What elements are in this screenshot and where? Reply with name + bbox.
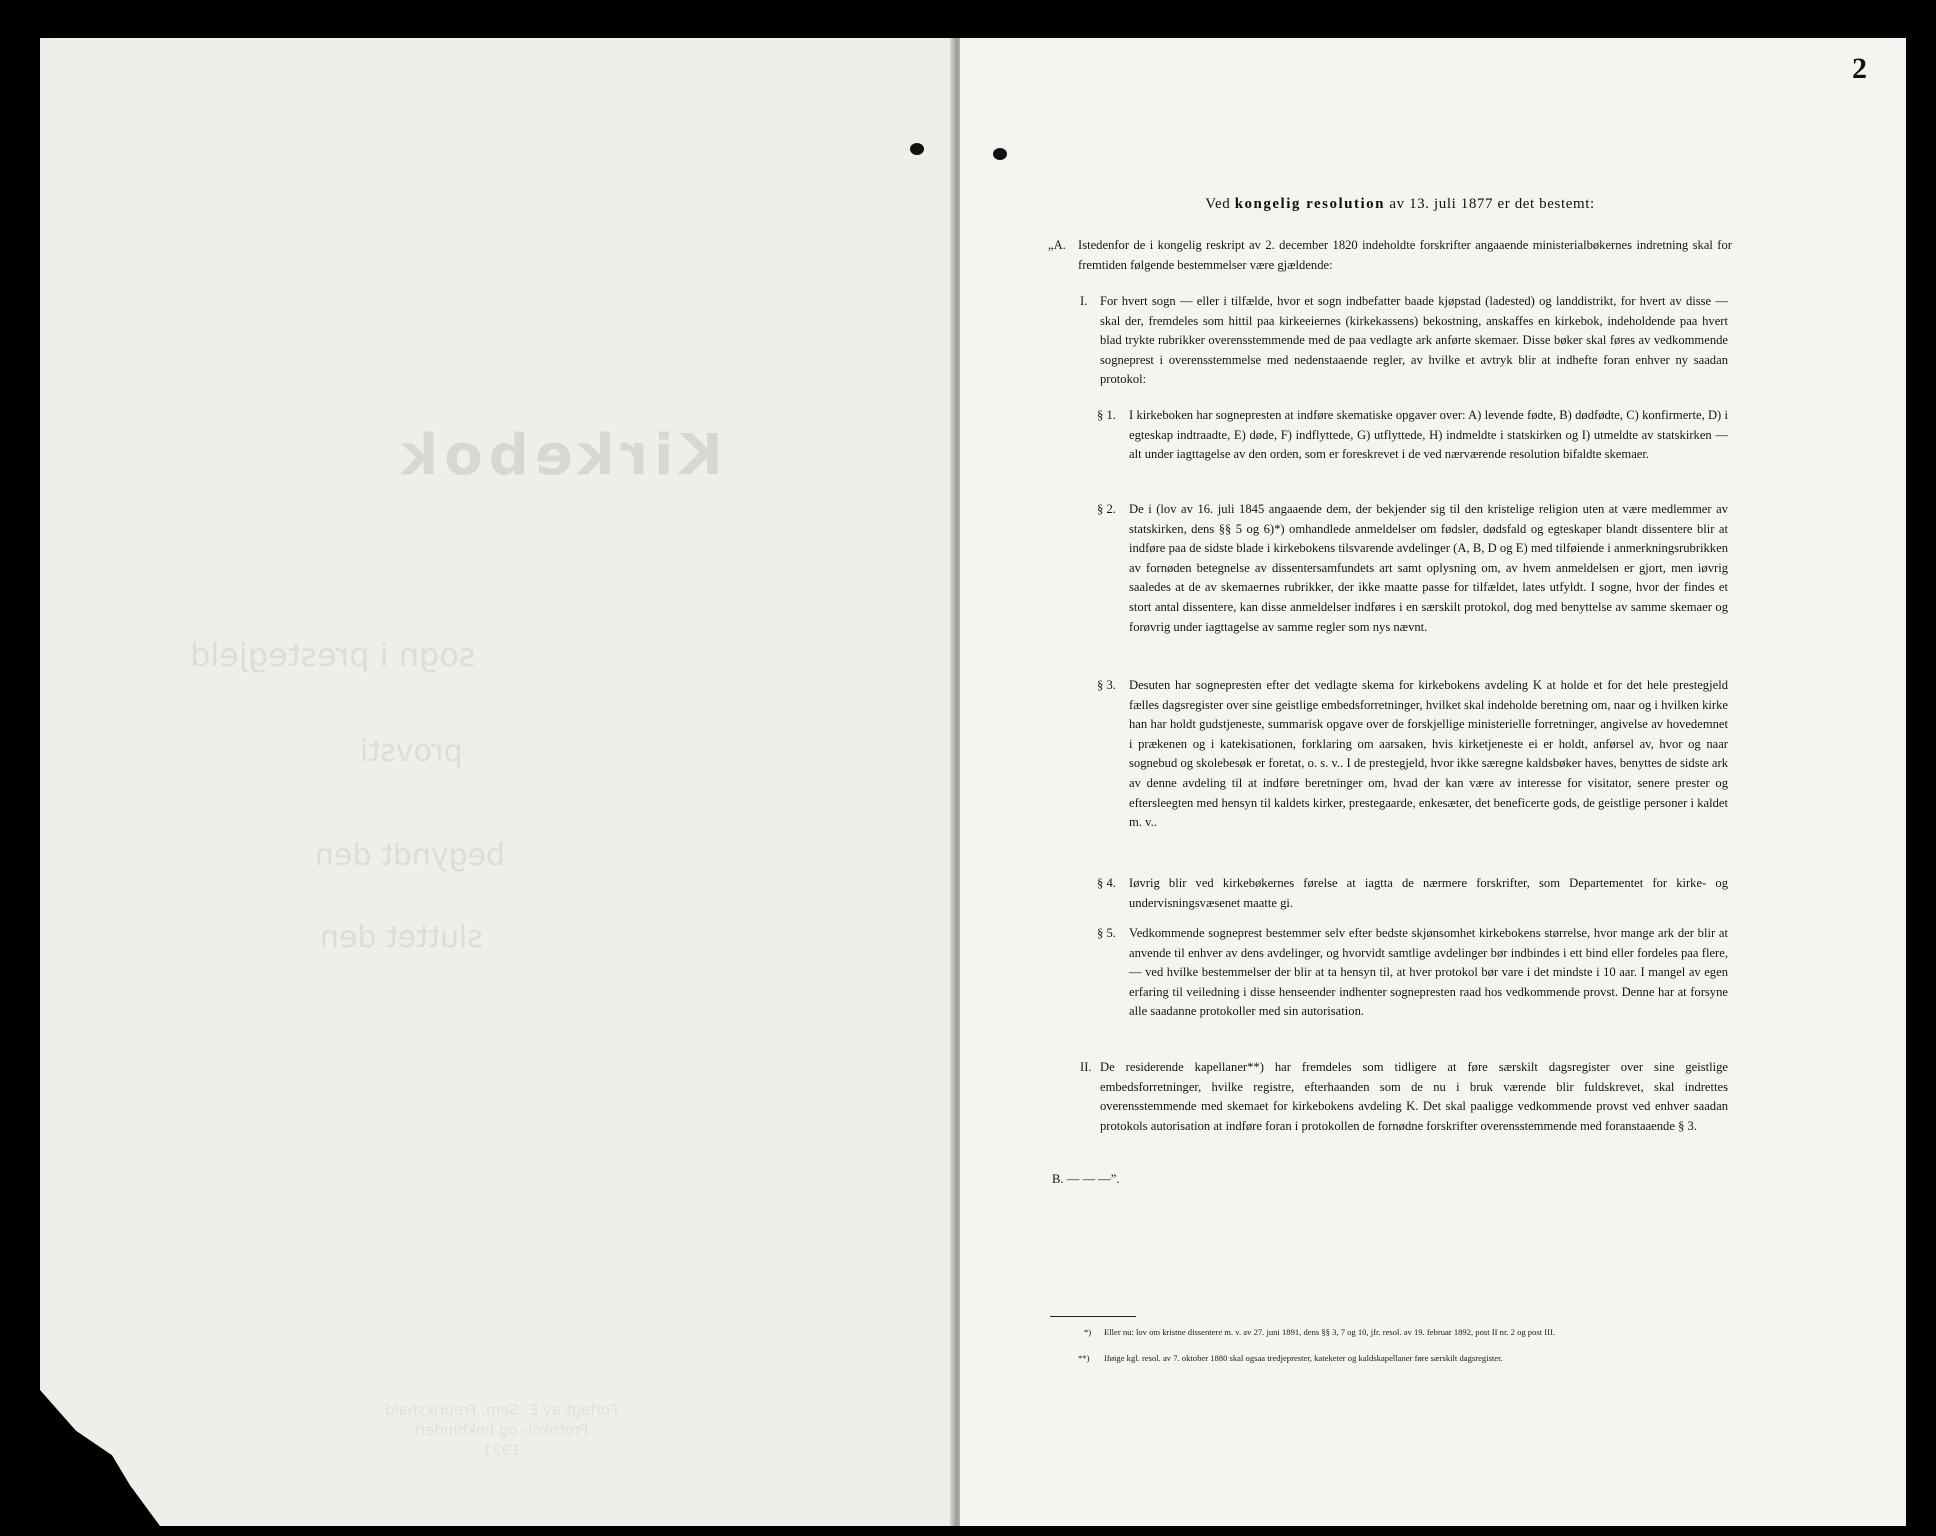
punch-hole-icon — [993, 148, 1007, 160]
paragraph-1-text: I kirkeboken har sognepresten at indføre skematiske opgaver over: A) levende fødte, B) dødfødte, C) konfirmerte, D) i egteskap indtraadte, E) døde, F) indflyttede, G) utflyttede, H) indmeldte i statskirken og I) utmeldte av statskirken — alt under iagttagelse av den orden, som er foreskrevet i de ved nærværende resolution bifaldte skemaer. — [1129, 408, 1728, 462]
section-a-marker: „A. — [1048, 238, 1066, 252]
section-i-marker: I. — [1080, 294, 1088, 308]
bleed-through-title: Kirkebok — [395, 423, 723, 488]
bleed-through-line: provsti — [360, 734, 463, 769]
section-a-text: Istedenfor de i kongelig reskript av 2. december 1820 indeholdte forskrifter angaaende ministerialbøkernes indretning skal for fremtiden følgende bestemmelser være gjældende: — [1078, 238, 1732, 272]
paragraph-2-marker: § 2. — [1097, 502, 1116, 516]
page-number: 2 — [1852, 52, 1867, 85]
section-ii-marker: II. — [1080, 1060, 1092, 1074]
bleed-through-line: begyndt den — [315, 838, 506, 873]
paragraph-5-text: Vedkommende sogneprest bestemmer selv efter bedste skjønsomhet kirkebokens størrelse, hvor mange ark der blir at anvende til enhver av dens avdelinger, og hvorvidt samtlige avdelinger bør indbindes i ett bind eller fordeles paa flere, — ved hvilke bestemmelser der blir at ta hensyn til, at hver protokol bør vare i det mindste i 10 aar. I mangel av egen erfaring til veiledning i disse henseender indhenter sognepresten raad hos vedkommende provst. Denne har at forsyne alle saadanne protokoller med sin autorisation. — [1129, 926, 1728, 1019]
imprint-line: Forlagt av E. Sem, Fredrikshald — [385, 1401, 619, 1419]
heading-prefix: Ved — [1205, 196, 1231, 212]
section-i-text: For hvert sogn — eller i tilfælde, hvor et sogn indbefatter baade kjøpstad (ladested) og landdistrikt, for hvert av disse — skal der, fremdeles som hittil paa kirkeeiernes (kirkekassens) bekostning, anskaffes en kirkebok, indeholdende paa hvert blad trykte rubrikker overensstemmende med de paa vedlagte ark anførte skemaer. Disse bøker skal føres av vedkommende sogneprest i overensstemmelse med nedenstaaende regler, av hvilke et avtryk blir at indhefte foran enhver ny saadan protokol: — [1100, 294, 1728, 387]
bleed-through-line: sogn i prestegjeld — [190, 636, 476, 674]
footnote-2-text: Iføige kgl. resol. av 7. oktober 1880 skal ogsaa tredjeprester, kateketer og kaldskapellaner føre særskilt dagsregister. — [1104, 1353, 1503, 1363]
footnote-1-text: Eller nu: lov om kristne dissentere m. v. av 27. juni 1891, dens §§ 3, 7 og 10, jfr. resol. av 19. februar 1892, post II nr. 2 og post III. — [1104, 1327, 1556, 1337]
imprint-line: 1921 — [482, 1441, 521, 1459]
resolution-heading — [1040, 196, 1760, 213]
paragraph-4-text: Iøvrig blir ved kirkebøkernes førelse at iagtta de nærmere forskrifter, som Departementet for kirke- og undervisningsvæsenet maatte gi. — [1129, 876, 1728, 910]
paragraph-4-marker: § 4. — [1097, 876, 1116, 890]
punch-hole-icon — [910, 143, 924, 155]
section-b: B. — — —”. — [1052, 1172, 1120, 1186]
paragraph-1-marker: § 1. — [1097, 408, 1116, 422]
bleed-through-line: sluttet den — [320, 920, 483, 955]
paragraph-5-marker: § 5. — [1097, 926, 1116, 940]
section-ii-text: De residerende kapellaner**) har fremdeles som tidligere at føre særskilt dagsregister over sine geistlige embedsforretninger, hvilke registre, efterhaanden som de nu i bruk værende blir fuldskrevet, skal indrettes overensstemmende med skemaet for kirkebokens avdeling K. Det skal paaligge vedkommende provst ved enhver saadan protokols autorisation at indføre foran i protokollen de fornødne forskrifter overensstemmende med foranstaaende § 3. — [1100, 1060, 1728, 1133]
paragraph-2-text: De i (lov av 16. juli 1845 angaaende dem, der bekjender sig til den kristelige religion uten at være medlemmer av statskirken, dens §§ 5 og 6)*) omhandlede anmeldelser om fødsler, dødsfald og egteskaper blandt dissentere blir at indføre paa de sidste blade i kirkebokens tilsvarende avdelinger (A, B, D og E) med tilføiende i anmerkningsrubrikken av fornøden betegnelse av dissentersamfundets art samt oplysning om, av hvem anmeldelsen er gjort, men iøvrig saaledes at de av skemaernes rubrikker, der ikke maatte passe for tilfældet, lates utfyldt. I sogne, hvor der findes et stort antal dissentere, kan disse anmeldelser indføres i en særskilt protokol, dog med benyttelse av samme skemaer og forøvrig under iagttagelse av samme regler som nys nævnt. — [1129, 502, 1728, 634]
left-page — [40, 38, 958, 1526]
paragraph-3-marker: § 3. — [1097, 678, 1116, 692]
footnote-2-marker: **) — [1078, 1353, 1090, 1363]
heading-bold: kongelig resolution — [1234, 196, 1386, 212]
footnote-1-marker: *) — [1084, 1327, 1092, 1337]
paragraph-3-text: Desuten har sognepresten efter det vedlagte skema for kirkebokens avdeling K at holde et for det hele prestegjeld fælles dagsregister over sine geistlige embedsforretninger, hvilket skal indeholde beretning om, naar og i hvilken kirke han har holdt gudstjeneste, summarisk opgave over de forskjellige ministerielle forretninger, angivelse av hovedemnet i prækenen og i katekisationen, forklaring om aarsaken, hvis kirketjeneste ei er holdt, anførsel av, hvor og naar sognebud og skolebesøk er foretat, o. s. v.. I de prestegjeld, hvor ikke særegne kaldsbøker haves, benyttes de sidste ark av denne avdeling til at indføre beretninger om, hvad der kan være av interesse for visitator, senere prester og eftersleegten med hensyn til kaldets kirker, prestegaarde, enkesæter, det beneficerte gods, de geistlige personer i kaldet m. v.. — [1129, 678, 1728, 830]
bleed-through-imprint — [385, 1400, 618, 1460]
footnote-rule — [1050, 1316, 1136, 1317]
imprint-line: Protokol- og bokbinderi — [414, 1421, 589, 1439]
heading-suffix: av 13. juli 1877 er det bestemt: — [1389, 196, 1595, 212]
